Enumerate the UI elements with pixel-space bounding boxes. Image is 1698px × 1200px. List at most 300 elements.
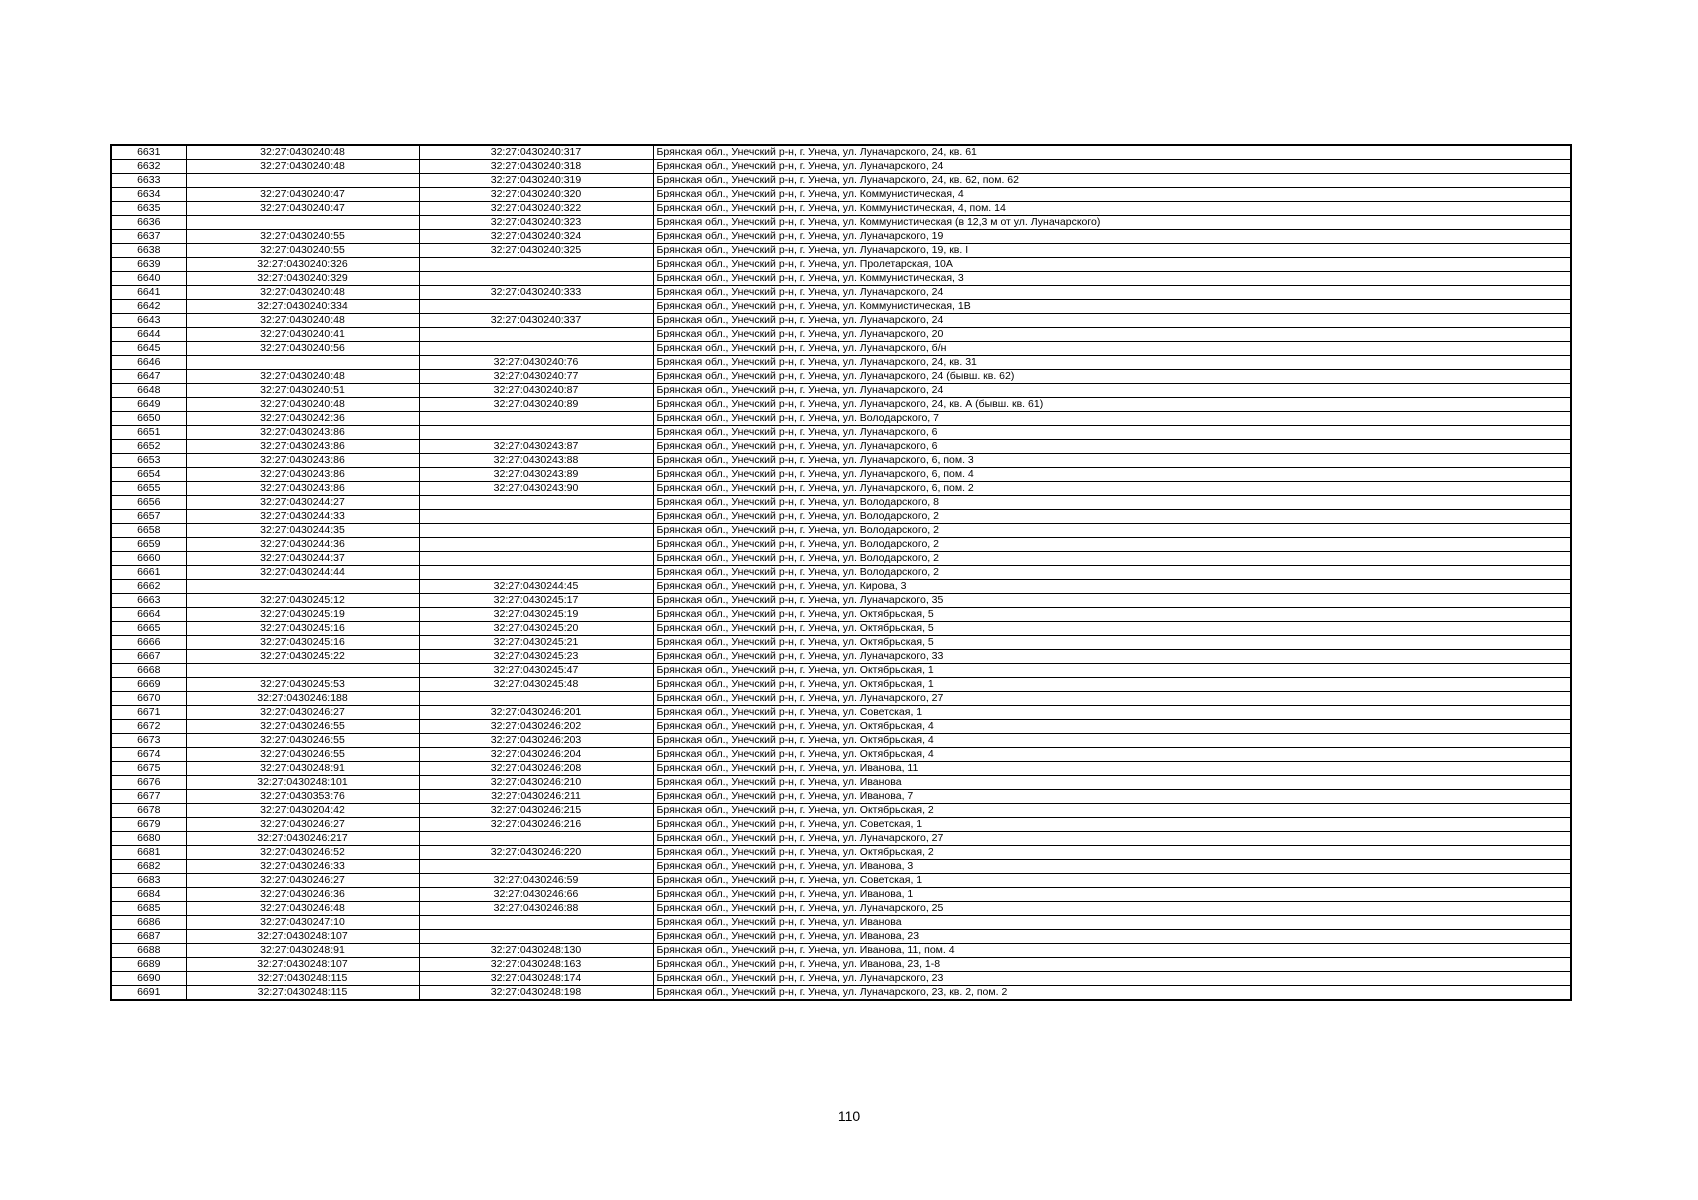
row-number-cell: 6635 — [111, 202, 186, 216]
row-number-cell: 6651 — [111, 426, 186, 440]
cadastral-number-cell: 32:27:0430240:326 — [186, 258, 419, 272]
cadastral-number-cell: 32:27:0430204:42 — [186, 804, 419, 818]
object-cadastral-number-cell: 32:27:0430246:220 — [419, 846, 653, 860]
table-row — [111, 972, 1571, 986]
cadastral-number-cell: 32:27:0430244:36 — [186, 538, 419, 552]
object-cadastral-number-cell — [419, 524, 653, 538]
table-row — [111, 916, 1571, 930]
cadastral-number-cell: 32:27:0430245:53 — [186, 678, 419, 692]
address-cell: Брянская обл., Унечский р-н, г. Унеча, ул. Луначарского, 19 — [653, 230, 1571, 244]
object-cadastral-number-cell: 32:27:0430246:66 — [419, 888, 653, 902]
object-cadastral-number-cell: 32:27:0430248:130 — [419, 944, 653, 958]
object-cadastral-number-cell — [419, 552, 653, 566]
address-cell: Брянская обл., Унечский р-н, г. Унеча, ул. Луначарского, 25 — [653, 902, 1571, 916]
cadastral-number-cell: 32:27:0430243:86 — [186, 454, 419, 468]
cadastral-number-cell: 32:27:0430243:86 — [186, 468, 419, 482]
row-number-cell: 6638 — [111, 244, 186, 258]
cadastral-number-cell: 32:27:0430248:115 — [186, 972, 419, 986]
object-cadastral-number-cell: 32:27:0430245:23 — [419, 650, 653, 664]
row-number-cell: 6656 — [111, 496, 186, 510]
address-cell: Брянская обл., Унечский р-н, г. Унеча, ул. Коммунистическая, 1В — [653, 300, 1571, 314]
cadastral-number-cell: 32:27:0430246:48 — [186, 902, 419, 916]
row-number-cell: 6647 — [111, 370, 186, 384]
address-cell: Брянская обл., Унечский р-н, г. Унеча, ул. Луначарского, 6 — [653, 440, 1571, 454]
table-row — [111, 748, 1571, 762]
row-number-cell: 6644 — [111, 328, 186, 342]
table-row — [111, 412, 1571, 426]
object-cadastral-number-cell: 32:27:0430246:59 — [419, 874, 653, 888]
object-cadastral-number-cell — [419, 510, 653, 524]
table-row — [111, 426, 1571, 440]
cadastral-number-cell: 32:27:0430245:22 — [186, 650, 419, 664]
cadastral-number-cell: 32:27:0430353:76 — [186, 790, 419, 804]
object-cadastral-number-cell: 32:27:0430245:21 — [419, 636, 653, 650]
row-number-cell: 6679 — [111, 818, 186, 832]
address-cell: Брянская обл., Унечский р-н, г. Унеча, ул. Володарского, 2 — [653, 524, 1571, 538]
address-cell: Брянская обл., Унечский р-н, г. Унеча, ул. Октябрьская, 4 — [653, 734, 1571, 748]
object-cadastral-number-cell — [419, 496, 653, 510]
object-cadastral-number-cell — [419, 426, 653, 440]
table-row — [111, 944, 1571, 958]
address-cell: Брянская обл., Унечский р-н, г. Унеча, ул. Коммунистическая, 3 — [653, 272, 1571, 286]
row-number-cell: 6660 — [111, 552, 186, 566]
row-number-cell: 6658 — [111, 524, 186, 538]
table-row — [111, 328, 1571, 342]
row-number-cell: 6632 — [111, 160, 186, 174]
cadastral-number-cell: 32:27:0430246:36 — [186, 888, 419, 902]
address-cell: Брянская обл., Унечский р-н, г. Унеча, ул. Октябрьская, 1 — [653, 664, 1571, 678]
table-row — [111, 468, 1571, 482]
cadastral-number-cell: 32:27:0430244:35 — [186, 524, 419, 538]
table-row — [111, 188, 1571, 202]
table-row — [111, 720, 1571, 734]
cadastral-number-cell: 32:27:0430240:48 — [186, 398, 419, 412]
row-number-cell: 6662 — [111, 580, 186, 594]
cadastral-number-cell: 32:27:0430240:51 — [186, 384, 419, 398]
table-row — [111, 496, 1571, 510]
cadastral-number-cell: 32:27:0430246:217 — [186, 832, 419, 846]
address-cell: Брянская обл., Унечский р-н, г. Унеча, ул. Советская, 1 — [653, 818, 1571, 832]
address-cell: Брянская обл., Унечский р-н, г. Унеча, ул. Октябрьская, 1 — [653, 678, 1571, 692]
row-number-cell: 6689 — [111, 958, 186, 972]
row-number-cell: 6675 — [111, 762, 186, 776]
cadastral-number-cell: 32:27:0430248:107 — [186, 930, 419, 944]
address-cell: Брянская обл., Унечский р-н, г. Унеча, ул. Луначарского, 6 — [653, 426, 1571, 440]
address-cell: Брянская обл., Унечский р-н, г. Унеча, ул. Октябрьская, 5 — [653, 608, 1571, 622]
row-number-cell: 6637 — [111, 230, 186, 244]
table-row — [111, 580, 1571, 594]
cadastral-number-cell: 32:27:0430246:33 — [186, 860, 419, 874]
cadastral-number-cell: 32:27:0430240:47 — [186, 202, 419, 216]
row-number-cell: 6680 — [111, 832, 186, 846]
row-number-cell: 6648 — [111, 384, 186, 398]
row-number-cell: 6677 — [111, 790, 186, 804]
row-number-cell: 6650 — [111, 412, 186, 426]
table-row — [111, 902, 1571, 916]
row-number-cell: 6633 — [111, 174, 186, 188]
address-cell: Брянская обл., Унечский р-н, г. Унеча, ул. Иванова, 11, пом. 4 — [653, 944, 1571, 958]
address-cell: Брянская обл., Унечский р-н, г. Унеча, ул. Луначарского, 24 — [653, 314, 1571, 328]
cadastral-number-cell: 32:27:0430246:55 — [186, 720, 419, 734]
row-number-cell: 6657 — [111, 510, 186, 524]
row-number-cell: 6652 — [111, 440, 186, 454]
table-row — [111, 664, 1571, 678]
table-row — [111, 818, 1571, 832]
cadastral-number-cell: 32:27:0430246:55 — [186, 734, 419, 748]
table-row — [111, 370, 1571, 384]
object-cadastral-number-cell: 32:27:0430240:324 — [419, 230, 653, 244]
table-row — [111, 636, 1571, 650]
address-cell: Брянская обл., Унечский р-н, г. Унеча, ул. Луначарского, 24 — [653, 160, 1571, 174]
row-number-cell: 6667 — [111, 650, 186, 664]
cadastral-number-cell: 32:27:0430243:86 — [186, 482, 419, 496]
object-cadastral-number-cell: 32:27:0430248:174 — [419, 972, 653, 986]
object-cadastral-number-cell: 32:27:0430245:48 — [419, 678, 653, 692]
address-cell: Брянская обл., Унечский р-н, г. Унеча, ул. Луначарского, б/н — [653, 342, 1571, 356]
table-row — [111, 678, 1571, 692]
address-cell: Брянская обл., Унечский р-н, г. Унеча, ул. Иванова — [653, 776, 1571, 790]
row-number-cell: 6682 — [111, 860, 186, 874]
table-row — [111, 342, 1571, 356]
address-cell: Брянская обл., Унечский р-н, г. Унеча, ул. Луначарского, 23, кв. 2, пом. 2 — [653, 986, 1571, 1001]
cadastral-number-cell: 32:27:0430243:86 — [186, 440, 419, 454]
cadastral-number-cell — [186, 664, 419, 678]
object-cadastral-number-cell: 32:27:0430240:323 — [419, 216, 653, 230]
table-row — [111, 594, 1571, 608]
cadastral-number-cell: 32:27:0430245:19 — [186, 608, 419, 622]
object-cadastral-number-cell: 32:27:0430246:208 — [419, 762, 653, 776]
table-row — [111, 202, 1571, 216]
address-cell: Брянская обл., Унечский р-н, г. Унеча, ул. Луначарского, 6, пом. 3 — [653, 454, 1571, 468]
address-cell: Брянская обл., Унечский р-н, г. Унеча, ул. Луначарского, 6, пом. 2 — [653, 482, 1571, 496]
row-number-cell: 6671 — [111, 706, 186, 720]
row-number-cell: 6634 — [111, 188, 186, 202]
row-number-cell: 6653 — [111, 454, 186, 468]
table-row — [111, 762, 1571, 776]
row-number-cell: 6673 — [111, 734, 186, 748]
table-row — [111, 790, 1571, 804]
object-cadastral-number-cell — [419, 300, 653, 314]
object-cadastral-number-cell: 32:27:0430240:322 — [419, 202, 653, 216]
address-cell: Брянская обл., Унечский р-н, г. Унеча, ул. Луначарского, 23 — [653, 972, 1571, 986]
row-number-cell: 6661 — [111, 566, 186, 580]
object-cadastral-number-cell: 32:27:0430240:325 — [419, 244, 653, 258]
table-row — [111, 356, 1571, 370]
table-row — [111, 566, 1571, 580]
address-cell: Брянская обл., Унечский р-н, г. Унеча, ул. Луначарского, 24, кв. 61 — [653, 145, 1571, 160]
address-cell: Брянская обл., Унечский р-н, г. Унеча, ул. Иванова, 3 — [653, 860, 1571, 874]
table-row — [111, 145, 1571, 160]
cadastral-number-cell: 32:27:0430248:107 — [186, 958, 419, 972]
table-row — [111, 986, 1571, 1001]
cadastral-number-cell: 32:27:0430246:27 — [186, 818, 419, 832]
object-cadastral-number-cell — [419, 328, 653, 342]
cadastral-number-cell: 32:27:0430240:334 — [186, 300, 419, 314]
row-number-cell: 6639 — [111, 258, 186, 272]
table-row — [111, 454, 1571, 468]
object-cadastral-number-cell: 32:27:0430243:87 — [419, 440, 653, 454]
table-row — [111, 958, 1571, 972]
object-cadastral-number-cell: 32:27:0430246:211 — [419, 790, 653, 804]
address-cell: Брянская обл., Унечский р-н, г. Унеча, ул. Кирова, 3 — [653, 580, 1571, 594]
object-cadastral-number-cell — [419, 566, 653, 580]
cadastral-number-cell: 32:27:0430240:48 — [186, 314, 419, 328]
cadastral-number-cell: 32:27:0430246:52 — [186, 846, 419, 860]
row-number-cell: 6683 — [111, 874, 186, 888]
table-row — [111, 300, 1571, 314]
cadastral-number-cell: 32:27:0430240:48 — [186, 160, 419, 174]
object-cadastral-number-cell — [419, 930, 653, 944]
address-cell: Брянская обл., Унечский р-н, г. Унеча, ул. Володарского, 2 — [653, 510, 1571, 524]
address-cell: Брянская обл., Унечский р-н, г. Унеча, ул. Луначарского, 33 — [653, 650, 1571, 664]
cadastral-number-cell: 32:27:0430246:27 — [186, 874, 419, 888]
row-number-cell: 6674 — [111, 748, 186, 762]
object-cadastral-number-cell: 32:27:0430246:202 — [419, 720, 653, 734]
page-number: 110 — [837, 1108, 861, 1124]
object-cadastral-number-cell — [419, 272, 653, 286]
table-row — [111, 650, 1571, 664]
cadastral-number-cell: 32:27:0430240:329 — [186, 272, 419, 286]
row-number-cell: 6666 — [111, 636, 186, 650]
cadastral-number-cell: 32:27:0430246:27 — [186, 706, 419, 720]
table-row — [111, 286, 1571, 300]
table-row — [111, 258, 1571, 272]
table-row — [111, 482, 1571, 496]
cadastral-number-cell: 32:27:0430240:56 — [186, 342, 419, 356]
table-row — [111, 314, 1571, 328]
cadastral-number-cell: 32:27:0430244:33 — [186, 510, 419, 524]
object-cadastral-number-cell: 32:27:0430240:333 — [419, 286, 653, 300]
object-cadastral-number-cell: 32:27:0430240:318 — [419, 160, 653, 174]
table-row — [111, 860, 1571, 874]
object-cadastral-number-cell: 32:27:0430246:88 — [419, 902, 653, 916]
object-cadastral-number-cell: 32:27:0430244:45 — [419, 580, 653, 594]
row-number-cell: 6681 — [111, 846, 186, 860]
table-row — [111, 734, 1571, 748]
cadastral-number-cell: 32:27:0430245:16 — [186, 622, 419, 636]
row-number-cell: 6646 — [111, 356, 186, 370]
address-cell: Брянская обл., Унечский р-н, г. Унеча, ул. Иванова, 23, 1-8 — [653, 958, 1571, 972]
cadastral-number-cell: 32:27:0430240:48 — [186, 145, 419, 160]
address-cell: Брянская обл., Унечский р-н, г. Унеча, ул. Советская, 1 — [653, 706, 1571, 720]
address-cell: Брянская обл., Унечский р-н, г. Унеча, ул. Луначарского, 20 — [653, 328, 1571, 342]
object-cadastral-number-cell: 32:27:0430240:89 — [419, 398, 653, 412]
cadastral-number-cell: 32:27:0430244:44 — [186, 566, 419, 580]
cadastral-number-cell: 32:27:0430242:36 — [186, 412, 419, 426]
address-cell: Брянская обл., Унечский р-н, г. Унеча, ул. Октябрьская, 4 — [653, 720, 1571, 734]
object-cadastral-number-cell: 32:27:0430246:201 — [419, 706, 653, 720]
table-row — [111, 622, 1571, 636]
object-cadastral-number-cell: 32:27:0430240:337 — [419, 314, 653, 328]
cadastral-number-cell: 32:27:0430248:101 — [186, 776, 419, 790]
object-cadastral-number-cell: 32:27:0430248:163 — [419, 958, 653, 972]
address-cell: Брянская обл., Унечский р-н, г. Унеча, ул. Луначарского, 6, пом. 4 — [653, 468, 1571, 482]
address-cell: Брянская обл., Унечский р-н, г. Унеча, ул. Иванова — [653, 916, 1571, 930]
table-row — [111, 692, 1571, 706]
table-row — [111, 804, 1571, 818]
cadastral-number-cell — [186, 216, 419, 230]
object-cadastral-number-cell: 32:27:0430240:87 — [419, 384, 653, 398]
address-cell: Брянская обл., Унечский р-н, г. Унеча, ул. Луначарского, 19, кв. I — [653, 244, 1571, 258]
cadastral-number-cell: 32:27:0430246:55 — [186, 748, 419, 762]
table-row — [111, 706, 1571, 720]
row-number-cell: 6641 — [111, 286, 186, 300]
table-row — [111, 174, 1571, 188]
table-row — [111, 440, 1571, 454]
address-cell: Брянская обл., Унечский р-н, г. Унеча, ул. Октябрьская, 5 — [653, 636, 1571, 650]
object-cadastral-number-cell: 32:27:0430240:317 — [419, 145, 653, 160]
object-cadastral-number-cell: 32:27:0430246:216 — [419, 818, 653, 832]
table-row — [111, 874, 1571, 888]
registry-table — [110, 144, 1572, 1001]
row-number-cell: 6672 — [111, 720, 186, 734]
row-number-cell: 6690 — [111, 972, 186, 986]
row-number-cell: 6691 — [111, 986, 186, 1001]
object-cadastral-number-cell: 32:27:0430245:47 — [419, 664, 653, 678]
object-cadastral-number-cell: 32:27:0430243:90 — [419, 482, 653, 496]
object-cadastral-number-cell: 32:27:0430246:204 — [419, 748, 653, 762]
table-row — [111, 846, 1571, 860]
table-row — [111, 216, 1571, 230]
row-number-cell: 6688 — [111, 944, 186, 958]
address-cell: Брянская обл., Унечский р-н, г. Унеча, ул. Коммунистическая, 4, пом. 14 — [653, 202, 1571, 216]
table-row — [111, 510, 1571, 524]
table-row — [111, 776, 1571, 790]
cadastral-number-cell: 32:27:0430244:37 — [186, 552, 419, 566]
cadastral-number-cell: 32:27:0430243:86 — [186, 426, 419, 440]
object-cadastral-number-cell: 32:27:0430246:203 — [419, 734, 653, 748]
cadastral-number-cell: 32:27:0430248:91 — [186, 762, 419, 776]
row-number-cell: 6686 — [111, 916, 186, 930]
address-cell: Брянская обл., Унечский р-н, г. Унеча, ул. Луначарского, 35 — [653, 594, 1571, 608]
row-number-cell: 6687 — [111, 930, 186, 944]
object-cadastral-number-cell: 32:27:0430248:198 — [419, 986, 653, 1001]
address-cell: Брянская обл., Унечский р-н, г. Унеча, ул. Октябрьская, 4 — [653, 748, 1571, 762]
row-number-cell: 6684 — [111, 888, 186, 902]
row-number-cell: 6685 — [111, 902, 186, 916]
table-row — [111, 608, 1571, 622]
cadastral-number-cell: 32:27:0430240:48 — [186, 286, 419, 300]
address-cell: Брянская обл., Унечский р-н, г. Унеча, ул. Луначарского, 27 — [653, 692, 1571, 706]
cadastral-number-cell: 32:27:0430240:47 — [186, 188, 419, 202]
object-cadastral-number-cell — [419, 860, 653, 874]
cadastral-number-cell: 32:27:0430245:16 — [186, 636, 419, 650]
row-number-cell: 6649 — [111, 398, 186, 412]
row-number-cell: 6670 — [111, 692, 186, 706]
table-row — [111, 552, 1571, 566]
row-number-cell: 6655 — [111, 482, 186, 496]
address-cell: Брянская обл., Унечский р-н, г. Унеча, ул. Иванова, 11 — [653, 762, 1571, 776]
row-number-cell: 6636 — [111, 216, 186, 230]
address-cell: Брянская обл., Унечский р-н, г. Унеча, ул. Володарского, 2 — [653, 552, 1571, 566]
row-number-cell: 6678 — [111, 804, 186, 818]
row-number-cell: 6663 — [111, 594, 186, 608]
row-number-cell: 6676 — [111, 776, 186, 790]
row-number-cell: 6631 — [111, 145, 186, 160]
cadastral-number-cell: 32:27:0430240:55 — [186, 230, 419, 244]
object-cadastral-number-cell: 32:27:0430246:215 — [419, 804, 653, 818]
address-cell: Брянская обл., Унечский р-н, г. Унеча, ул. Октябрьская, 2 — [653, 846, 1571, 860]
object-cadastral-number-cell: 32:27:0430240:76 — [419, 356, 653, 370]
cadastral-number-cell: 32:27:0430247:10 — [186, 916, 419, 930]
address-cell: Брянская обл., Унечский р-н, г. Унеча, ул. Луначарского, 24, кв. 62, пом. 62 — [653, 174, 1571, 188]
address-cell: Брянская обл., Унечский р-н, г. Унеча, ул. Луначарского, 24 (бывш. кв. 62) — [653, 370, 1571, 384]
cadastral-number-cell: 32:27:0430245:12 — [186, 594, 419, 608]
object-cadastral-number-cell — [419, 412, 653, 426]
address-cell: Брянская обл., Унечский р-н, г. Унеча, ул. Пролетарская, 10А — [653, 258, 1571, 272]
address-cell: Брянская обл., Унечский р-н, г. Унеча, ул. Коммунистическая, 4 — [653, 188, 1571, 202]
table-row — [111, 930, 1571, 944]
object-cadastral-number-cell: 32:27:0430240:320 — [419, 188, 653, 202]
cadastral-number-cell: 32:27:0430246:188 — [186, 692, 419, 706]
cadastral-number-cell: 32:27:0430240:41 — [186, 328, 419, 342]
cadastral-number-cell: 32:27:0430240:55 — [186, 244, 419, 258]
registry-table-body — [111, 145, 1571, 1000]
table-row — [111, 832, 1571, 846]
row-number-cell: 6668 — [111, 664, 186, 678]
row-number-cell: 6659 — [111, 538, 186, 552]
address-cell: Брянская обл., Унечский р-н, г. Унеча, ул. Октябрьская, 2 — [653, 804, 1571, 818]
table-row — [111, 538, 1571, 552]
row-number-cell: 6643 — [111, 314, 186, 328]
cadastral-number-cell — [186, 580, 419, 594]
address-cell: Брянская обл., Унечский р-н, г. Унеча, ул. Советская, 1 — [653, 874, 1571, 888]
table-row — [111, 244, 1571, 258]
address-cell: Брянская обл., Унечский р-н, г. Унеча, ул. Луначарского, 24 — [653, 384, 1571, 398]
row-number-cell: 6669 — [111, 678, 186, 692]
object-cadastral-number-cell — [419, 916, 653, 930]
cadastral-number-cell: 32:27:0430248:115 — [186, 986, 419, 1001]
address-cell: Брянская обл., Унечский р-н, г. Унеча, ул. Октябрьская, 5 — [653, 622, 1571, 636]
address-cell: Брянская обл., Унечский р-н, г. Унеча, ул. Иванова, 23 — [653, 930, 1571, 944]
address-cell: Брянская обл., Унечский р-н, г. Унеча, ул. Луначарского, 24 — [653, 286, 1571, 300]
row-number-cell: 6642 — [111, 300, 186, 314]
row-number-cell: 6665 — [111, 622, 186, 636]
object-cadastral-number-cell: 32:27:0430240:319 — [419, 174, 653, 188]
object-cadastral-number-cell — [419, 832, 653, 846]
row-number-cell: 6654 — [111, 468, 186, 482]
table-row — [111, 888, 1571, 902]
table-row — [111, 160, 1571, 174]
cadastral-number-cell: 32:27:0430244:27 — [186, 496, 419, 510]
address-cell: Брянская обл., Унечский р-н, г. Унеча, ул. Луначарского, 24, кв. А (бывш. кв. 61) — [653, 398, 1571, 412]
table-row — [111, 272, 1571, 286]
object-cadastral-number-cell: 32:27:0430243:89 — [419, 468, 653, 482]
object-cadastral-number-cell: 32:27:0430246:210 — [419, 776, 653, 790]
object-cadastral-number-cell — [419, 258, 653, 272]
object-cadastral-number-cell: 32:27:0430245:17 — [419, 594, 653, 608]
address-cell: Брянская обл., Унечский р-н, г. Унеча, ул. Иванова, 7 — [653, 790, 1571, 804]
object-cadastral-number-cell — [419, 538, 653, 552]
address-cell: Брянская обл., Унечский р-н, г. Унеча, ул. Луначарского, 24, кв. 31 — [653, 356, 1571, 370]
object-cadastral-number-cell — [419, 342, 653, 356]
table-row — [111, 398, 1571, 412]
cadastral-number-cell: 32:27:0430248:91 — [186, 944, 419, 958]
table-row — [111, 230, 1571, 244]
address-cell: Брянская обл., Унечский р-н, г. Унеча, ул. Володарского, 2 — [653, 538, 1571, 552]
cadastral-number-cell: 32:27:0430240:48 — [186, 370, 419, 384]
object-cadastral-number-cell: 32:27:0430245:19 — [419, 608, 653, 622]
address-cell: Брянская обл., Унечский р-н, г. Унеча, ул. Луначарского, 27 — [653, 832, 1571, 846]
address-cell: Брянская обл., Унечский р-н, г. Унеча, ул. Иванова, 1 — [653, 888, 1571, 902]
row-number-cell: 6640 — [111, 272, 186, 286]
cadastral-number-cell — [186, 174, 419, 188]
row-number-cell: 6645 — [111, 342, 186, 356]
table-row — [111, 524, 1571, 538]
address-cell: Брянская обл., Унечский р-н, г. Унеча, ул. Володарского, 7 — [653, 412, 1571, 426]
table-row — [111, 384, 1571, 398]
cadastral-number-cell — [186, 356, 419, 370]
